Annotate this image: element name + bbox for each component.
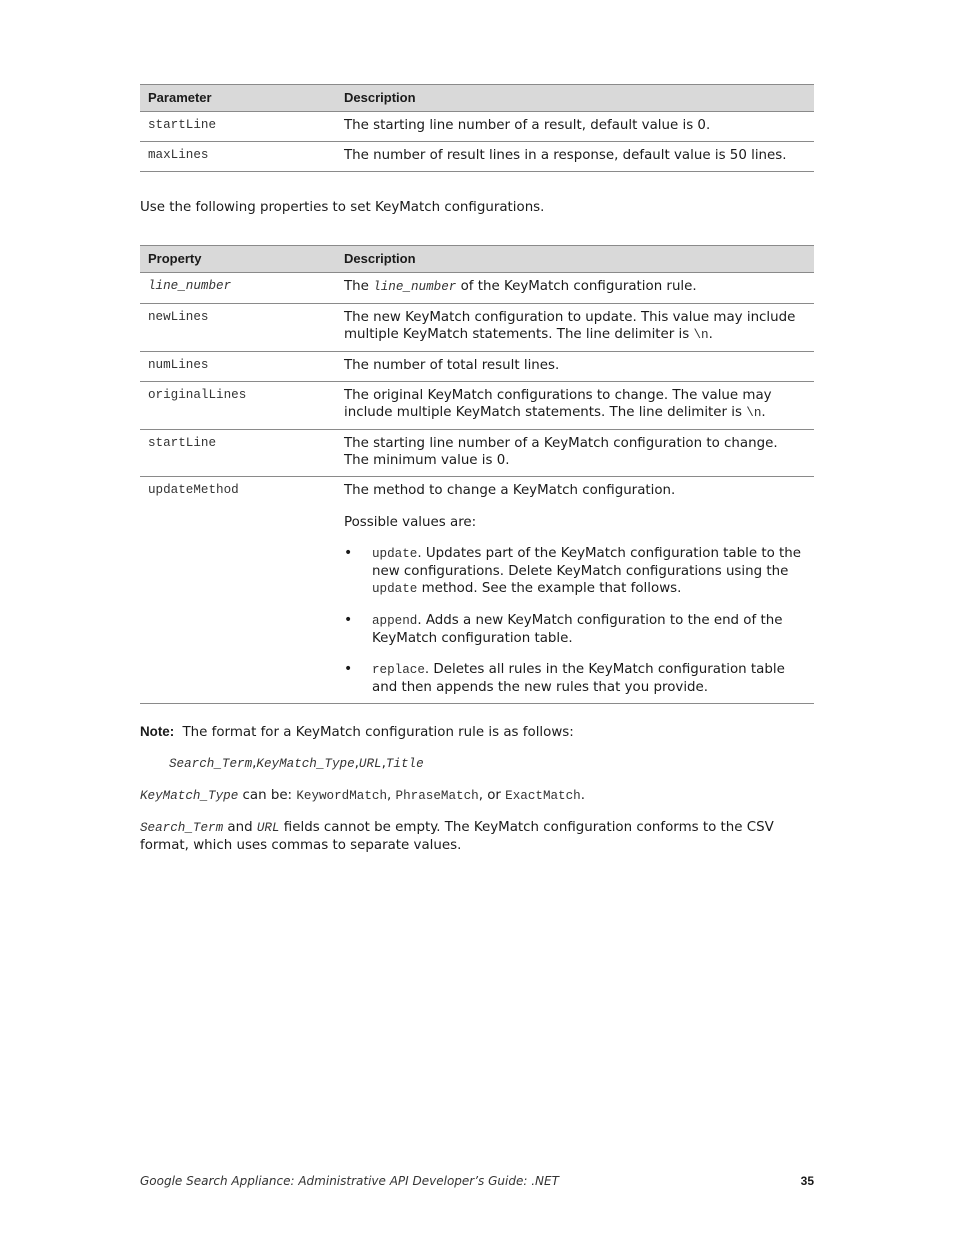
inline-code: \n [746,406,762,420]
document-body [140,84,814,854]
property-name: numLines [140,352,336,382]
note-text: The format for a KeyMatch configuration rule is as follows: [182,725,574,740]
inline-code: Search_Term [169,757,253,771]
table-row [140,352,814,382]
text: method. See the example that follows. [417,581,682,596]
format-example [140,755,814,773]
separator: , [252,756,257,771]
property-name: startLine [140,430,336,477]
inline-code: line_number [373,280,457,294]
fields-paragraph [140,819,814,854]
bullet-icon: • [344,612,353,628]
property-name: line_number [140,273,336,304]
inline-code: KeywordMatch [296,789,388,803]
inline-code: URL [358,757,382,771]
property-description [336,304,814,352]
inline-code: update [372,547,418,561]
table-row [140,142,814,172]
property-name: updateMethod [140,477,336,704]
property-description: The number of total result lines. [336,352,814,382]
table-row [140,304,814,352]
table-row [140,273,814,304]
note-label: Note: [140,724,175,739]
keymatch-type-paragraph [140,787,814,805]
property-description: The starting line number of a KeyMatch configuration to change. The minimum value is 0. [336,430,814,477]
note-paragraph [140,723,814,741]
param-name: startLine [140,112,336,142]
text: The original KeyMatch configurations to change. The value may include multiple KeyMatch statements. The line delimiter is [344,388,772,420]
text: . Deletes all rules in the KeyMatch configuration table and then appends the new rules that you provide. [372,662,785,695]
values-list [344,545,806,696]
table-header: Description [336,246,814,273]
text: of the KeyMatch configuration rule. [456,279,697,294]
table-header: Property [140,246,336,273]
bullet-icon: • [344,545,353,561]
table-row [140,112,814,142]
table-row [140,382,814,430]
inline-code: Search_Term [140,821,224,835]
text: and [223,820,257,835]
text: . Updates part of the KeyMatch configuration table to the new configurations. Delete KeyMatch configurations using the [372,546,802,579]
table-header: Description [336,85,814,112]
inline-code: ExactMatch [505,789,581,803]
param-name: maxLines [140,142,336,172]
text: , [387,788,396,803]
inline-code: update [372,582,418,596]
text: fields cannot be empty. The KeyMatch configuration conforms to the CSV format, which uses commas to separate values. [140,820,774,853]
text: can be: [238,788,297,803]
list-item [344,612,806,647]
table-row [140,477,814,704]
text: . Adds a new KeyMatch configuration to the end of the KeyMatch configuration table. [372,613,783,646]
property-name: originalLines [140,382,336,430]
possible-values-label: Possible values are: [344,515,477,530]
separator: , [381,756,386,771]
property-description [336,273,814,304]
list-item [344,545,806,598]
method-description: The method to change a KeyMatch configuration. [344,483,676,498]
inline-code: PhraseMatch [395,789,479,803]
property-description [336,477,814,704]
inline-code: replace [372,663,425,677]
inline-code: KeyMatch_Type [140,789,239,803]
text: , or [478,788,506,803]
inline-code: KeyMatch_Type [256,757,355,771]
table-header-row [140,85,814,112]
text: The new KeyMatch configuration to update. This value may include multiple KeyMatch statements. The line delimiter is [344,310,796,342]
inline-code: \n [693,328,709,342]
page-number: 35 [800,1174,814,1188]
param-description: The starting line number of a result, default value is 0. [336,112,814,142]
page-footer [140,1174,814,1188]
inline-code: URL [256,821,280,835]
list-item [344,661,806,696]
text: The [344,279,374,294]
table-header-row [140,246,814,273]
text: . [761,405,766,420]
separator: , [354,756,359,771]
footer-title: Google Search Appliance: Administrative API Developer’s Guide: .NET [140,1174,559,1188]
table-header: Parameter [140,85,336,112]
bullet-icon: • [344,661,353,677]
param-description: The number of result lines in a response, default value is 50 lines. [336,142,814,172]
parameter-table [140,84,814,172]
property-table [140,245,814,704]
inline-code: Title [385,757,424,771]
text: . [580,788,585,803]
inline-code: append [372,614,418,628]
text: . [708,327,713,342]
property-description [336,382,814,430]
property-name: newLines [140,304,336,352]
intro-paragraph: Use the following properties to set KeyMatch configurations. [140,200,545,215]
table-row [140,430,814,477]
